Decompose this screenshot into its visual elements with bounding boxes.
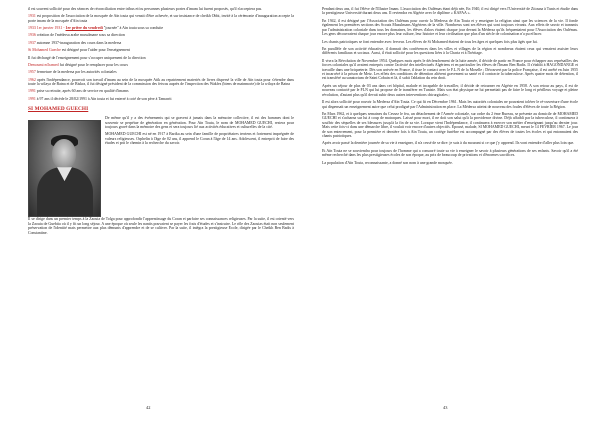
entry-text: il est souvent sollicité pour des séances de réconciliation entre tribus et/ou personnes plusieurs portes d'imam lui furent proposés, qu'il n'acceptera pas. <box>28 7 263 11</box>
body-paragraph: Après avoir passé la dernière journée de sa vie à enseigner, il n'a cessé de se dire: je suis à du mourant si ce que j'y apprend. Ils vont entendre d'aller plus loin que. <box>322 141 575 146</box>
timeline-entry <box>28 33 294 37</box>
page-number: 43 <box>443 405 448 410</box>
timeline-entry <box>28 89 294 93</box>
entry-year: 1937 <box>28 40 37 45</box>
entry-year: 1957 <box>28 70 37 75</box>
body-paragraph: En Mars 1962, et à quelques semaines du Cessez le feu, un détachement de l'Armée coloniale, sur ordre du 2 ème Bureau, se présente au domicile de MOHAMED GUECHI et s'acharna sur lui à coup de matraques. Laissé pour mort, il ne doit son salut qu'à la providence divine. Déjà affaibli par la tuberculose, il continuera à souffrir des séquelles de ses blessures jusqu'à la fin de sa vie. Lorsque vient l'Indépendance, il continuera à exercer son métier d'enseignant jusqu'au dernier jour. Mais cette fois-ci dans une démarche libre, il voulait voir encore d'autres objectifs. Epousé, malade, SI MOHAMED GUECHI, meurt le 14 FEVRIER 1967. Le jour de son enterrement, pour la première et dernière fois à Aïn Touta, un cortège funèbre est accompagné par des élèves de toutes les écoles et qui entonnaient des chants patriotiques. <box>322 111 578 139</box>
entry-year: 1936 <box>28 33 37 38</box>
timeline-entry <box>28 63 294 67</box>
entry-emphasis: 1er prière du vendredi <box>65 26 103 31</box>
entry-text: "journée" à Aïn touta sous sa conduite <box>102 26 164 31</box>
page-number: 42 <box>146 405 151 410</box>
entry-name: Demoumi m'hamed <box>28 62 59 67</box>
timeline-entry <box>28 56 294 60</box>
body-paragraph: En 1942, il est désigné par l'Association des Oulémas pour ouvrir la Medersa de Aïn Touta et y enseigner la religion ainsi que les sciences de la vie. Il fonde également les premières sections des Scouts Musulmans Algériens de la ville. Nombreux sont ses élèves qui sont toujours vivants. Aux effets de savoir et transmis par l'administration coloniale dans tous les domaines, les élèves d'alors étaient chaque jour devant la Médersa qu'ils fréquentaient pour l'Association des Oulémas. Les gens découvraient chaque jour encore plus leur culture, leur histoire et leur civilisation que plus d'un siècle de colonisation n'a pu effacer. <box>322 18 578 37</box>
body-paragraph: En parallèle de son activité éducative, il donnait des conférences dans les villes et villages de la région et nombreux étaient ceux qui venaient assister leurs différents familiaux et sociaux. Aussi, il était sollicité pour les questions liées à la Charia et à l'héritage. <box>322 46 578 56</box>
timeline-entry <box>28 78 294 87</box>
bio-paragraph: Il se dirige dans un premier temps à la Zaouia de Tolga pour approfondir l'apprentissage du Coran et parfaire ses connaissances religieuses. Par la suite, il est orienté vers la Zaouia de Guebtia où il y fit un long séjour. A une époque où seule les nantis pouvaient se payer les frais d'études et s'instruire. Le rôle des Zaouias était non seulement préservation de l'identité mais permettre aux plus démunis d'apprendre et de se cultiver. Par la suite, il intégra la prestigieuse Ecole, dirigée par le Cheikh Ben Badis à Constantine. <box>28 217 294 235</box>
entry-year: 1933 <box>28 26 37 31</box>
bio-paragraph: MOHAMED GUECHI est né en 1917 à Barika au sein d'une famille de propriétaires terriens et fortement imprégnée de valeurs religieuses. Orphelin à l'âge de 02 ans, il apprend le Coran à l'âge de 14 ans. Adolescent, il entreprit de faire des études et prit le chemin à la recherche du savoir. <box>105 132 294 146</box>
right-page <box>300 0 600 424</box>
timeline-entry <box>28 70 294 74</box>
entry-text: à 97 ans il décède le 28/02/1991 à Aïn touta et fut enterré à coté de son père à Tamarrit <box>36 96 172 101</box>
entry-year: 1991 <box>28 96 37 101</box>
entry-text: Il fut déchargé de l'enseignement pour s'occuper uniquement de la direction <box>28 55 146 60</box>
right-page-body <box>322 7 578 165</box>
body-paragraph: Il est alors sollicité pour rouvrir la Medersa d'Aïn Touta. Ce qui fit en Décembre 1961. Mais les autorités coloniales ne pouvaient tolérer le ré-ouverture d'une école qui dispensait un enseignement autre que celui prodigué par l'Administration en place. La Médersa atteint de nouveau des foules d'élèves de toute la Région. <box>322 100 578 109</box>
body-paragraph: Pendant deux ans, il fut l'élève de l'Illustre Imam. L'association des Oulémas étant déjà née, En 1940, il est dirigé vers l'Université de Zitouna à Tunis et étudie dans la prestigieuse Université durant deux ans. Il reviendra en Algérie avec le diplôme « KAFAA ». <box>322 7 578 16</box>
timeline-entry <box>28 7 294 11</box>
left-page-body <box>28 7 294 101</box>
timeline-entry <box>28 26 294 30</box>
entry-year: 1931 <box>28 14 37 19</box>
body-paragraph: Les chants patriotiques se font entendre avec ferveur. Les élèves de Si Mohamed étaient de tous les âges et quelques fois plus âgés que lui. <box>322 39 538 44</box>
entry-text: création de l'médersa arabe musulmane sous sa direction <box>36 33 125 38</box>
entry-text: est proposition de l'association de la mosquée de Aïn touta qui venait d'être achevée, et sur insistance de cheikh Obbi, invité à la cérémonie d'inauguration accepte la porte imam de la mosquée d'Aïn touta <box>28 14 294 23</box>
entry-year: 1991 <box>28 89 37 94</box>
biography-block <box>28 116 294 217</box>
portrait-photo <box>28 120 101 217</box>
entry-text: fermeture de la medersa par les autorités coloniales <box>36 70 117 75</box>
timeline-entry <box>28 48 294 52</box>
entry-text: prise sa retraite, après 60 ans de service en qualité d'imams <box>36 89 129 94</box>
body-paragraph: Après un séjour de plus de 03 ans dans cet hôpital, malade et incapable de travailler, il décide de retourner en Algérie en 1958. A son retour au pays, il est de nouveau contacté par le FLN qui lui propose de le transférer en Tunisie. Mais son état physique ne lui permettait pas de faire le long et périlleux voyage et pleine révolution, d'autant plus qu'il devait subir deux autres interventions chirurgicales ; <box>322 83 578 97</box>
timeline-entry <box>28 14 294 23</box>
body-paragraph: Et Aïn Touta ne se souviendra pour toujours de l'homme qui a consacré toute sa vie à enseigner le savoir à plusieurs générations de ses enfants. Savoir qu'il a été même recherché dans les plus prestigieuses écoles de son époque, au prix de beaucoup de privations et d'énormes sacrifices. <box>322 148 578 158</box>
entry-text: automne 1937-inauguration des cours dans la medersa <box>36 40 122 45</box>
body-paragraph: Il vivra la Révolution de Novembre 1954. Quelques mois après le déclenchement de la lutte armée, il décide de partir en France pour échapper aux représailles des forces coloniales qu'il avaient entrepris contre l'activité des intellectuels Algériens et en particulier les élèves de l'Imam Ben Badis. Il s'établit à HAGONDANGE et travaille dans une briqueterie. Dès son arrivée en France, il tisse le contact avec le F.L.N de la Moselle ; Découvert par la police Française, il est arrêté en Juin 1955 et incarcéré à la prison de Metz. Les effets des conditions de détention altèrent gravement sa santé et il contracte la tuberculose. Après quatre mois de détention, il est transféré au sanatorium de Saint Cobain et là, il subit l'ablation du rein droit. <box>322 58 578 81</box>
section-title: SI MOHAMED GUECHI <box>28 106 89 113</box>
entry-text: fut désigné pour le remplacer pour les cours <box>58 62 128 67</box>
entry-text: après l'indépendance, pourvoit son travail d'imam au sein de la mosquée Atik au repatriement materiés de livres dispersé la ville de Aïn touta pour s'étendre dans toute la wilaya de Batna et de Biskra, il fut désigné président de la commission des fetwas auprès de l'inspection des Wakfes (biens de mainmorte) de la wilaya de Batna <box>28 77 294 86</box>
entry-year: 1962 <box>28 77 38 82</box>
bio-paragraph: De même qu'il y a des événements qui se gravent à jamais dans la mémoire collective, il est des hommes dont le souvenir se perpétue de génération en génération. Pour Aïn Touta, le nom de MOHAMED GUECHI, restera pour toujours gravé dans la mémoire des gens et sera toujours lié aux activités éducatives et culturelles de la cité. <box>105 116 294 130</box>
timeline-entry <box>28 41 294 45</box>
biography-text <box>105 116 294 217</box>
timeline-entry <box>28 97 294 101</box>
entry-intro: 1er janvier 1931 - <box>36 26 66 31</box>
entry-text: est désigné pour l'aider pour l'enseignement <box>60 48 130 53</box>
entry-name: Si Mohamed Gueche <box>28 48 61 53</box>
body-paragraph: La population d'Aïn Touta, reconnaissante, a donné son nom à une grande mosquée. <box>322 160 453 165</box>
